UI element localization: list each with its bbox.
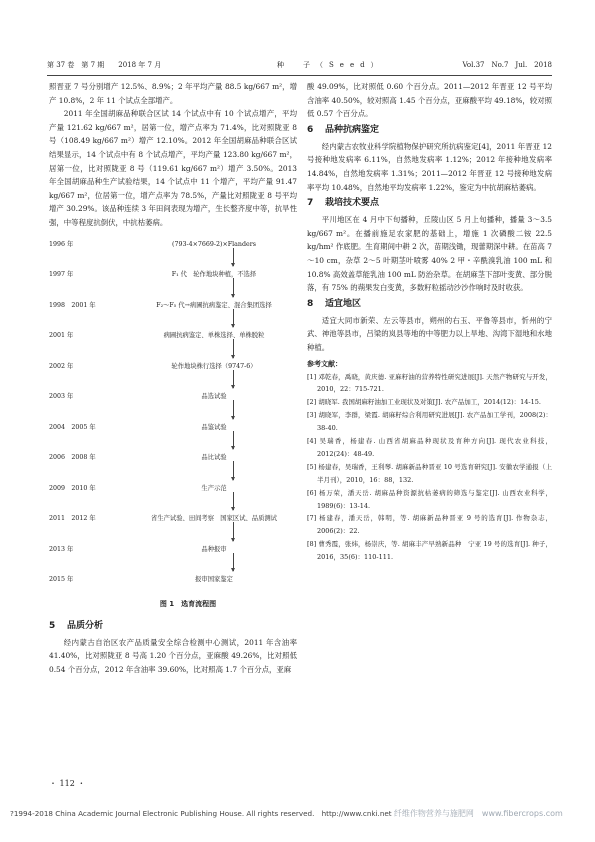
reference-item: [8] 曹秀霞，张炜，杨崇庆，等. 胡麻丰产早熟新品种 宁亚 19 号的选育[J]. 种子，2016，35(6)：110-111.: [307, 540, 552, 562]
reference-item: [1] 邓乾春，禹晓，黄庆德. 亚麻籽油的营养特性研究进展[J]. 天然产物研究与开发，2010，22：715-721.: [307, 372, 552, 394]
paragraph: 照晋亚 7 号分别增产 12.5%、8.9%；2 年平均产量 88.5 kg/667 m²，增产 10.8%，2 年 11 个试点全部增产。: [49, 82, 297, 105]
journal-issue: 第 37 卷 第 7 期 2018 年 7 月: [47, 61, 162, 69]
paragraph: 经内蒙古农牧业科学院植物保护研究所抗病鉴定[4]，2011 年晋亚 12 号接种地发病率 6.11%，自然地发病率 1.12%；2012 年接种地发病率 14.84%，自然地发病率 1.31%；2011—2012 年晋亚 12 号接种地发病率平均 10.48%，自然地平均发病率 1.22%，鉴定为中抗胡麻枯萎病。: [307, 141, 552, 192]
flow-arrow: [233, 370, 234, 389]
reference-item: [2] 胡晓军. 我国胡麻籽油加工业现状及对策[J]. 农产品加工，2014(12)：14-15.: [307, 398, 541, 407]
flow-year: 1997 年: [49, 271, 74, 279]
flow-year: 2003 年: [49, 393, 74, 401]
paragraph: 酸 49.09%，比对照低 0.60 个百分点。2011—2012 年晋亚 12 号平均含油率 40.50%，较对照高 1.45 个百分点，亚麻酸平均 49.18%，较对照低 0.57 个百分点。: [307, 82, 552, 119]
flow-step: 品比试验: [201, 454, 227, 462]
flow-step: 报审国家鉴定: [195, 576, 233, 584]
copyright-line: ?1994-2018 China Academic Journal Electronic Publishing House. All rights reserved. http://www.cnki.net: [10, 809, 392, 818]
flow-year: 1998 2001 年: [49, 301, 96, 309]
flow-step: (793-4×7669-2)×Flanders: [172, 240, 256, 248]
paragraph: 平川地区在 4 月中下旬播种，丘陵山区 5 月上旬播种，播量 3～3.5 kg/667 m²。在播前施足农家肥的基础上，增施 1 次磷酸二铵 22.5 kg/hm² 作底肥。生育期间中耕 2 次，苗期浅锄，现蕾期深中耕。在苗高 7～10 cm，杂草 2～5 叶期茎叶喷雾 40% 2 甲・辛酰溴乳油 100 mL 和 10.8% 高效盖草能乳油 100 mL 防治杂草。在胡麻茎下部叶变黄、部分脱落，有 75% 的蒴果发白变黄，多数籽粒摇动沙沙作响时及时收获。: [307, 215, 552, 293]
flow-arrow: [233, 431, 234, 450]
figure-caption: 图 1 选育流程图: [159, 599, 217, 608]
flow-year: 2006 2008 年: [49, 454, 96, 462]
volume-info: Vol.37 No.7 Jul. 2018: [462, 61, 552, 69]
flow-year: 2001 年: [49, 332, 74, 340]
flow-step: 病圃抗病鉴定、单株选择、单株脱粒: [163, 332, 265, 340]
flow-arrow: [233, 492, 234, 511]
flow-arrow: [233, 339, 234, 358]
header-rule: [47, 75, 552, 76]
site-watermark: 纤维作物营养与施肥网 www.fibercrops.com: [393, 809, 563, 818]
flow-year: 2009 2010 年: [49, 484, 96, 492]
flow-step: 轮作地块株行选择（9747-6）: [171, 362, 257, 370]
flow-step: 品种报审: [201, 545, 227, 553]
reference-item: [7] 杨建春，潘天岳，韩明，等. 胡麻新品种晋亚 9 号的选育[J]. 作物杂志，2006(2)：22.: [307, 514, 552, 536]
section-heading: 5 品质分析: [49, 620, 104, 631]
paragraph: 适宜大同市新荣、左云等县市，朔州的右玉、平鲁等县市，忻州的宁武、神池等县市，吕梁的岚县等地的中等肥力以上旱地、沟湾下湿地和水地种植。: [307, 315, 552, 352]
flow-arrow: [233, 522, 234, 541]
paragraph: 经内蒙古自治区农产品质量安全综合检测中心测试，2011 年含油率 41.40%，比对照陇亚 8 号高 1.20 个百分点，亚麻酸 49.26%，比对照低 0.54 个百分点，2012 年含油率 39.60%，比对照高 1.7 个百分点，亚麻: [49, 637, 297, 674]
flow-year: 1996 年: [49, 240, 74, 248]
page-number: ・ 112 ・: [49, 779, 86, 788]
flow-year: 2015 年: [49, 576, 74, 584]
flow-step: 生产示范: [201, 484, 227, 492]
flow-arrow: [233, 248, 234, 267]
section-heading: 7 栽培技术要点: [307, 198, 380, 209]
reference-item: [3] 胡晓军，李群，梁霞. 胡麻籽综合利用研究进展[J]. 农产品加工学刊，2008(2)：38-40.: [307, 411, 552, 433]
flow-step: 品选试验: [201, 393, 227, 401]
flow-arrow: [233, 278, 234, 297]
flow-arrow: [233, 461, 234, 480]
flow-step: F₁ 代 轮作地块种植，不选择: [171, 271, 257, 279]
flow-year: 2002 年: [49, 362, 74, 370]
paragraph: 2011 年全国胡麻品种联合区试 14 个试点中有 10 个试点增产，平均产量 121.62 kg/667 m²，居第一位，增产点率为 71.4%，比对照陇亚 8 号（108.49 kg/667 m²）增产 12.10%。2012 年全国胡麻品种联合区试结果显示，14 个试点中有 8 个试点增产，平均产量 123.80 kg/667 m²，居第一位，比对照陇亚 8 号（119.61 kg/667 m²）增产 3.50%。2013 年全国胡麻品种生产试验结果，14 个试点中 11 个增产，平均产量 91.47 kg/667 m²，位居第一位，增产点率为 78.5%，产量比对照陇亚 8 号平均增产 30.29%。该品种连续 3 年田间表现为增产，生长整齐度中等，抗旱性强，中等程度抗倒伏，中抗枯萎病。: [49, 109, 297, 227]
right-column: [307, 80, 552, 564]
flow-arrow: [233, 400, 234, 419]
section-heading: 6 品种抗病鉴定: [307, 124, 380, 135]
flow-step: 品鉴试验: [201, 423, 227, 431]
flow-year: 2013 年: [49, 545, 74, 553]
reference-item: [5] 杨建春，吴瑞香，王利琴. 胡麻新品种晋亚 10 号选育研究[J]. 安徽农学通报（上半月刊），2010，16：88，132.: [307, 462, 552, 484]
references-heading: 参考文献：: [307, 359, 342, 368]
reference-item: [4] 吴瑞香，杨建春. 山西省胡麻品种现状及育种方向[J]. 现代农业科技，2012(24)：48-49.: [307, 437, 552, 458]
footer: [10, 808, 590, 819]
flow-year: 2004 2005 年: [49, 423, 96, 431]
section-heading: 8 适宜地区: [307, 298, 362, 309]
flow-arrow: [233, 553, 234, 572]
flow-year: 2011 2012 年: [49, 515, 96, 523]
flow-step: F₂～F₅ 代→病圃抗病鉴定、混合集团选择: [156, 301, 272, 309]
flow-step: 省生产试验、田间考察 国家区试、品质测试: [151, 515, 277, 523]
reference-item: [6] 杨万荣，潘天岳. 胡麻品种资源抗枯萎病的筛选与鉴定[J]. 山西农业科学，1989(6)：13-14.: [307, 488, 552, 510]
flow-arrow: [233, 309, 234, 328]
left-column: [49, 80, 297, 676]
breeding-flowchart: [49, 232, 297, 617]
running-header: [47, 60, 552, 74]
journal-title: 种 子（Seed）: [277, 61, 384, 69]
references: [307, 357, 552, 565]
